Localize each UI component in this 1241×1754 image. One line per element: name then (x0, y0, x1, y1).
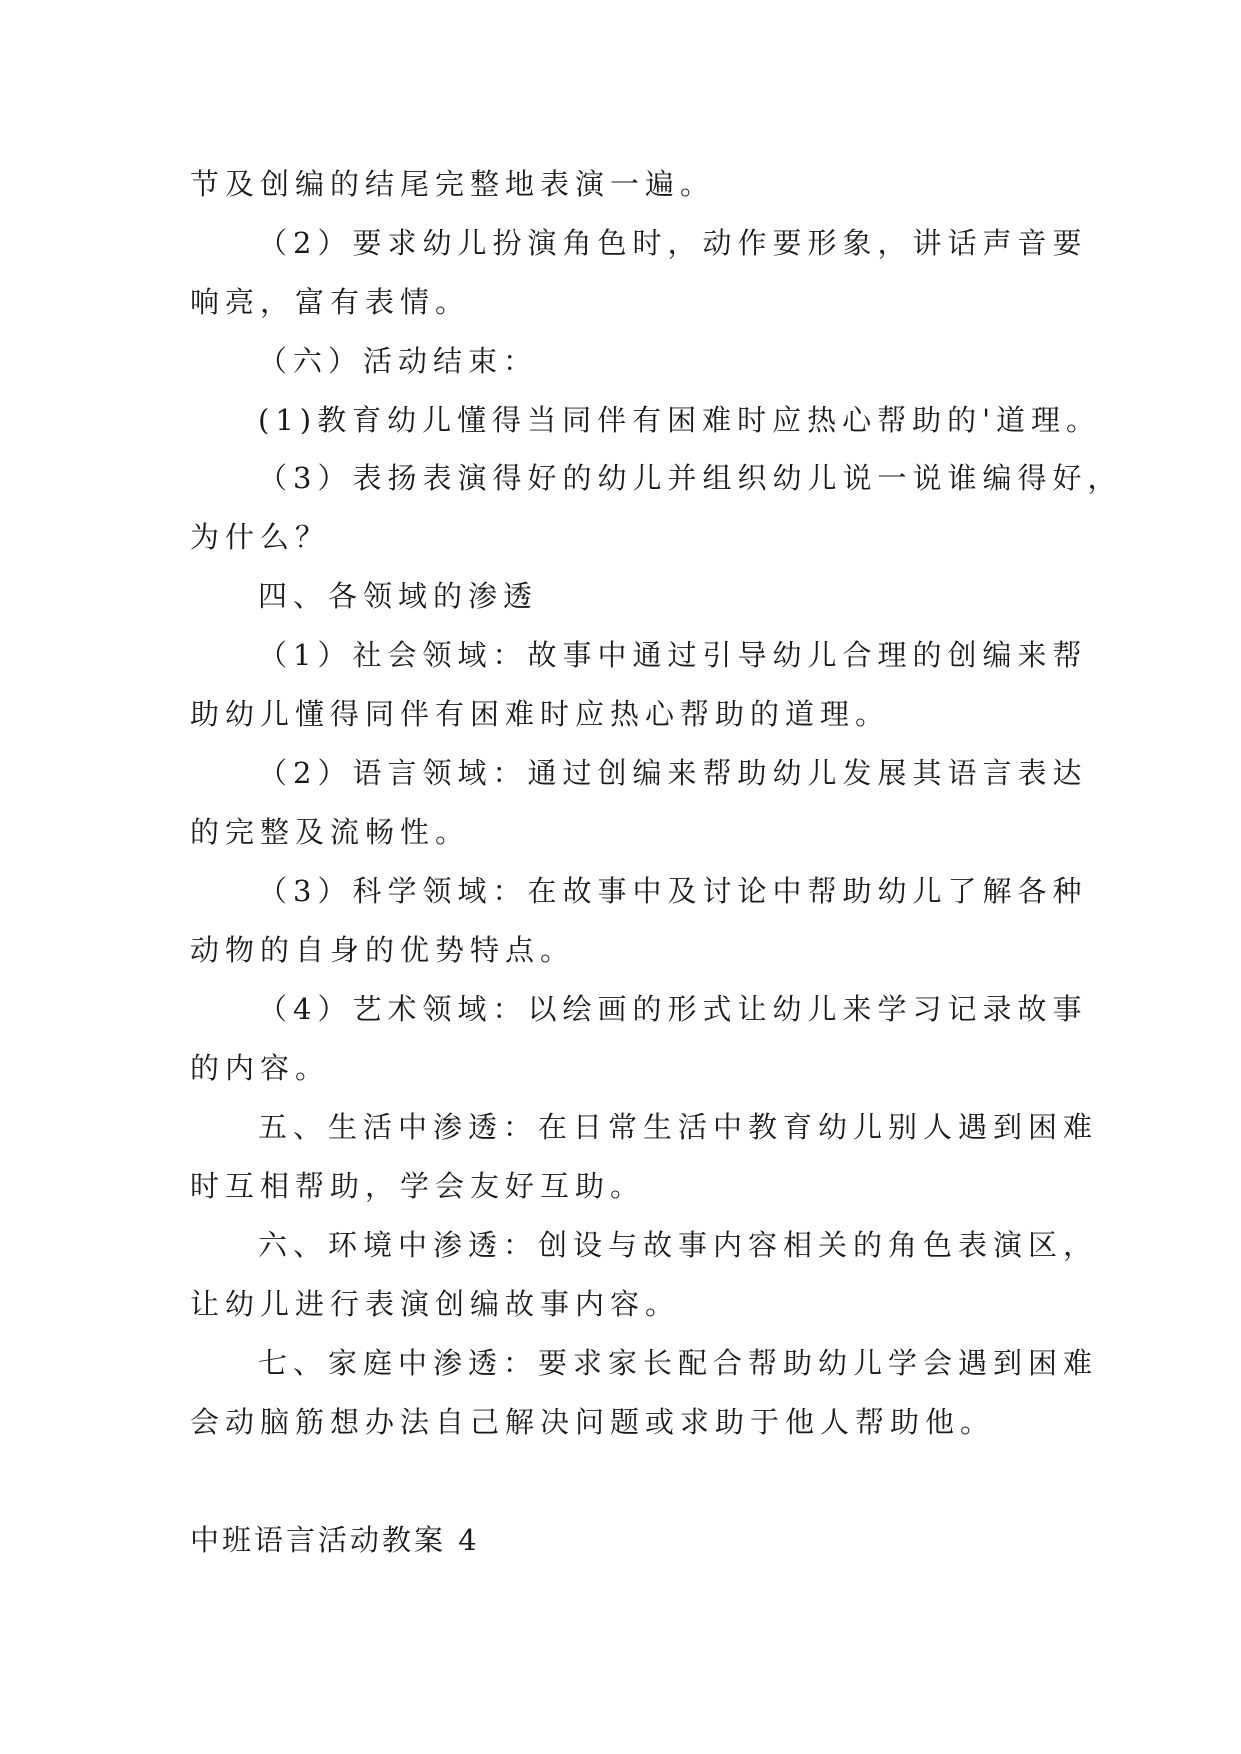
paragraph-line: （2）要求幼儿扮演角色时，动作要形象，讲话声音要 (258, 226, 1088, 260)
paragraph-line: 动物的自身的优势特点。 (190, 933, 576, 967)
paragraph-line: 助幼儿懂得同伴有困难时应热心帮助的道理。 (190, 697, 891, 731)
paragraph-line: 六、环境中渗透：创设与故事内容相关的角色表演区， (258, 1228, 1099, 1262)
paragraph-line: 七、家庭中渗透：要求家长配合帮助幼儿学会遇到困难 (258, 1346, 1099, 1380)
paragraph-line: （4）艺术领域：以绘画的形式让幼儿来学习记录故事 (258, 992, 1088, 1026)
paragraph-line: 的内容。 (190, 1051, 331, 1085)
paragraph-line: 响亮，富有表情。 (190, 285, 471, 319)
paragraph-line: （3）科学领域：在故事中及讨论中帮助幼儿了解各种 (258, 874, 1088, 908)
paragraph-line: 让幼儿进行表演创编故事内容。 (190, 1287, 681, 1321)
paragraph-line: （3）表扬表演得好的幼儿并组织幼儿说一说谁编得好， (258, 461, 1123, 495)
paragraph-line: 时互相帮助，学会友好互助。 (190, 1169, 646, 1203)
paragraph-line: 会动脑筋想办法自己解决问题或求助于他人帮助他。 (190, 1405, 996, 1439)
document-title: 中班语言活动教案 4 (190, 1523, 480, 1557)
section-heading: （六）活动结束： (258, 344, 539, 378)
section-heading: 四、各领域的渗透 (258, 579, 539, 613)
paragraph-line: 节及创编的结尾完整地表演一遍。 (190, 167, 716, 201)
paragraph-line: 五、生活中渗透：在日常生活中教育幼儿别人遇到困难 (258, 1110, 1099, 1144)
paragraph-line: (1)教育幼儿懂得当同伴有困难时应热心帮助的'道理。 (258, 403, 1102, 437)
paragraph-line: （1）社会领域：故事中通过引导幼儿合理的创编来帮 (258, 638, 1088, 672)
paragraph-line: 为什么？ (190, 520, 331, 554)
paragraph-line: 的完整及流畅性。 (190, 815, 471, 849)
paragraph-line: （2）语言领域：通过创编来帮助幼儿发展其语言表达 (258, 756, 1088, 790)
